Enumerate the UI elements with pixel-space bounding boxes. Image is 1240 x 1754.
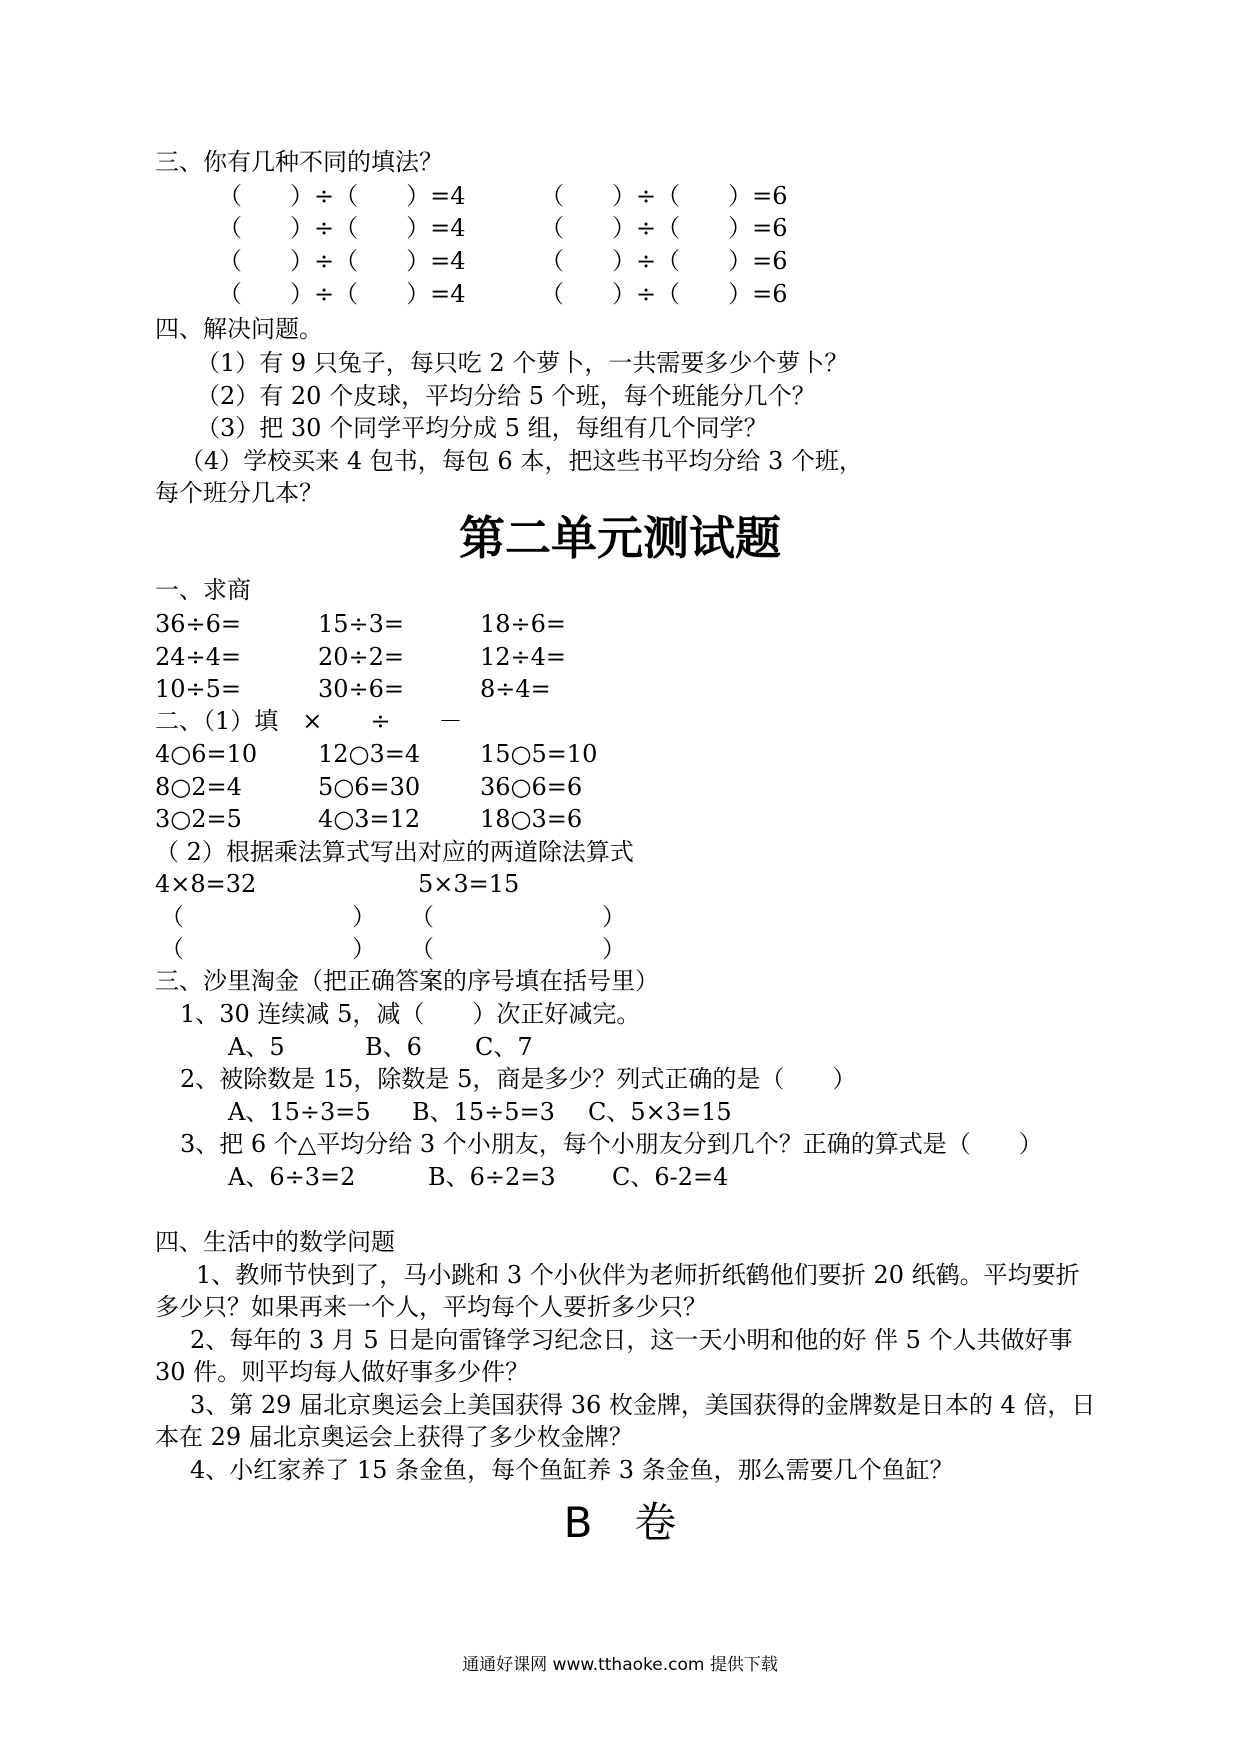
equation: 5○6=30 [318,773,421,801]
option: B、15÷5=3 [412,1098,555,1126]
question: 1、教师节快到了，马小跳和 3 个小伙伴为老师折纸鹤他们要折 20 纸鹤。平均要折 [196,1261,1080,1289]
fill-row: （ ）÷（ ）=6 [540,214,788,242]
option: B、6÷2=3 [428,1163,556,1191]
footer-source: 通通好课网 www.tthaoke.com 提供下载 [462,1655,778,1675]
equation: 36÷6= [155,610,242,638]
fill-row: （ ）÷（ ）=4 [218,247,466,275]
equation: 15○5=10 [480,740,598,768]
fill-row: （ ）÷（ ）=6 [540,280,788,308]
equation: 20÷2= [318,643,405,671]
question: （3）把 30 个同学平均分成 5 组，每组有几个同学？ [196,414,768,442]
equation: 18÷6= [480,610,567,638]
fill-row: （ ）÷（ ）=4 [218,182,466,210]
equation: 10÷5= [155,675,242,703]
question: （1）有 9 只兔子，每只吃 2 个萝卜，一共需要多少个萝卜？ [196,349,849,377]
equation: 5×3=15 [418,870,520,898]
section-heading: 四、生活中的数学问题 [155,1228,395,1256]
equation: 15÷3= [318,610,405,638]
answer-blank: （ ） [160,935,376,963]
section-heading: 四、解决问题。 [155,315,323,343]
option: B、6 [365,1033,422,1061]
equation: 18○3=6 [480,805,583,833]
equation: 8÷4= [480,675,551,703]
option: A、5 [228,1033,285,1061]
equation: 4×8=32 [155,870,257,898]
section-heading: 三、你有几种不同的填法？ [155,148,443,176]
sub-heading: （ 2）根据乘法算式写出对应的两道除法算式 [155,838,634,866]
question: 4、小红家养了 15 条金鱼，每个鱼缸养 3 条金鱼，那么需要几个鱼缸？ [190,1456,954,1484]
equation: 4○3=12 [318,805,421,833]
question-continued: 多少只？如果再来一个人，平均每个人要折多少只？ [155,1293,707,1321]
equation: 4○6=10 [155,740,258,768]
question: （2）有 20 个皮球，平均分给 5 个班，每个班能分几个？ [196,382,816,410]
option: C、5×3=15 [588,1098,732,1126]
answer-blank: （ ） [410,935,626,963]
question-continued: 本在 29 届北京奥运会上获得了多少枚金牌？ [155,1423,633,1451]
question: 1、30 连续减 5，减（ ）次正好减完。 [180,1000,641,1028]
section-heading: 一、求商 [155,576,251,604]
equation: 36○6=6 [480,773,583,801]
equation: 30÷6= [318,675,405,703]
equation: 24÷4= [155,643,242,671]
question-continued: 每个班分几本？ [155,479,323,507]
answer-blank: （ ） [160,903,376,931]
option: A、6÷3=2 [228,1163,356,1191]
equation: 12÷4= [480,643,567,671]
equation: 8○2=4 [155,773,242,801]
option: A、15÷3=5 [228,1098,371,1126]
question: 2、每年的 3 月 5 日是向雷锋学习纪念日，这一天小明和他的好 伴 5 个人共做好事 [190,1326,1073,1354]
section-heading: 三、沙里淘金（把正确答案的序号填在括号里） [155,967,659,995]
answer-blank: （ ） [410,903,626,931]
question: 2、被除数是 15，除数是 5，商是多少？列式正确的是（ ） [180,1065,857,1093]
question: 3、第 29 届北京奥运会上美国获得 36 枚金牌，美国获得的金牌数是日本的 4 倍，日 [190,1391,1096,1419]
equation: 3○2=5 [155,805,242,833]
question: 3、把 6 个△平均分给 3 个小朋友，每个小朋友分到几个？正确的算式是（ ） [180,1130,1043,1158]
section-heading: 二、（1）填 × ÷ － [155,707,463,735]
b-section-title: B 卷 [563,1498,677,1547]
question-continued: 30 件。则平均每人做好事多少件？ [155,1358,530,1386]
fill-row: （ ）÷（ ）=4 [218,214,466,242]
fill-row: （ ）÷（ ）=6 [540,247,788,275]
equation: 12○3=4 [318,740,421,768]
unit-title: 第二单元测试题 [459,511,781,565]
fill-row: （ ）÷（ ）=4 [218,280,466,308]
fill-row: （ ）÷（ ）=6 [540,182,788,210]
option: C、6-2=4 [612,1163,729,1191]
option: C、7 [475,1033,533,1061]
question: （4）学校买来 4 包书，每包 6 本，把这些书平均分给 3 个班， [180,447,863,475]
